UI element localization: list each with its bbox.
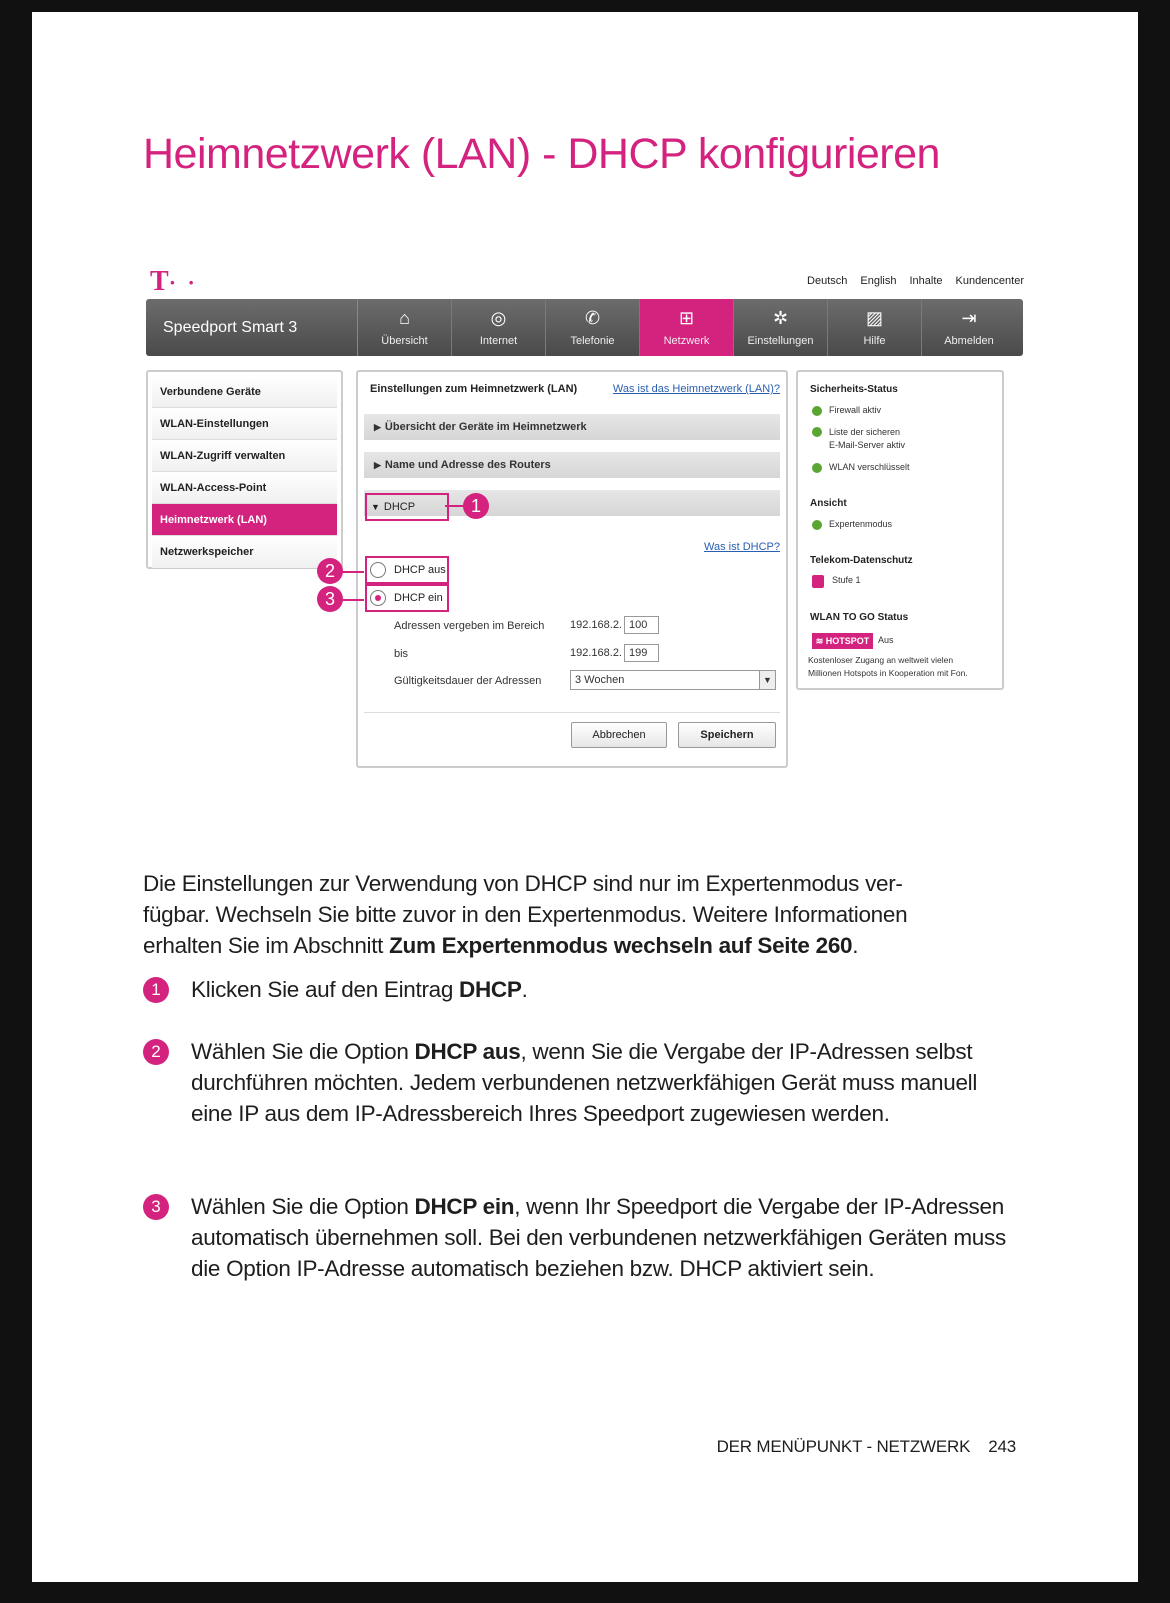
- wifi-icon: ≋: [815, 636, 826, 646]
- step-number: 3: [143, 1194, 169, 1220]
- triangle-right-icon: ▶: [374, 422, 381, 432]
- firewall-status: Firewall aktiv: [812, 405, 881, 416]
- radio-dhcp-off[interactable]: DHCP aus: [365, 556, 449, 584]
- sidebar-item-wlan-settings[interactable]: WLAN-Einstellungen: [152, 408, 337, 440]
- nav-abmelden[interactable]: ⇥ Abmelden: [922, 299, 1016, 356]
- range-end-input[interactable]: 199: [624, 644, 659, 662]
- hotspot-info: Kostenloser Zugang an weltweit vielen Millionen Hotspots in Kooperation mit Fon.: [808, 655, 968, 678]
- triangle-down-icon: ▼: [371, 502, 380, 512]
- callout-3: 3: [317, 586, 343, 612]
- check-icon: [812, 463, 822, 473]
- expert-mode-reference[interactable]: Zum Expertenmodus wechseln auf Seite 260: [389, 933, 853, 958]
- settings-panel: [356, 370, 788, 768]
- panel-heading: Einstellungen zum Heimnetzwerk (LAN): [370, 383, 578, 395]
- globe-icon: ◎: [490, 308, 507, 328]
- phone-icon: ✆: [584, 308, 601, 328]
- telekom-logo: T· ·: [150, 266, 198, 297]
- page-footer: [717, 1437, 1016, 1457]
- divider: [364, 712, 780, 713]
- network-icon: ⊞: [678, 308, 695, 328]
- triangle-right-icon: ▶: [374, 460, 381, 470]
- check-icon: [812, 406, 822, 416]
- nav-einstellungen[interactable]: ✲ Einstellungen: [734, 299, 828, 356]
- callout-1: 1: [463, 493, 489, 519]
- nav-netzwerk[interactable]: ⊞ Netzwerk: [640, 299, 734, 356]
- callout-line-2: [342, 571, 364, 573]
- save-button[interactable]: Speichern: [678, 722, 776, 748]
- hotspot-badge[interactable]: ≋ HOTSPOT: [812, 633, 873, 649]
- lang-deutsch-link[interactable]: Deutsch: [807, 275, 848, 287]
- privacy-shield-icon: [812, 575, 824, 588]
- validity-select[interactable]: 3 Wochen ▼: [570, 670, 776, 690]
- dhcp-help-link[interactable]: Was ist DHCP?: [704, 541, 780, 553]
- dhcp-section-highlight[interactable]: ▼ DHCP: [365, 493, 449, 521]
- nav-uebersicht[interactable]: ⌂ Übersicht: [358, 299, 452, 356]
- sidebar-item-storage[interactable]: Netzwerkspeicher: [152, 536, 337, 568]
- section-router[interactable]: ▶ Name und Adresse des Routers: [364, 452, 780, 478]
- check-icon: [812, 520, 822, 530]
- document-page: [32, 12, 1138, 1582]
- radio-dhcp-on[interactable]: DHCP ein: [365, 584, 449, 612]
- radio-unchecked-icon: [370, 562, 386, 578]
- privacy-level[interactable]: Stufe 1: [812, 575, 861, 588]
- wlantogo-title: WLAN TO GO Status: [810, 612, 909, 623]
- callout-line-3: [342, 599, 364, 601]
- hotspot-state: Aus: [878, 635, 894, 645]
- sidebar-item-lan[interactable]: Heimnetzwerk (LAN): [152, 504, 337, 536]
- callout-line-1: [445, 505, 465, 507]
- step-text: Wählen Sie die Option DHCP aus, wenn Sie die Vergabe der IP-Adressen selbst durchführen möchten. Jedem verbundenen netzwerkfähigen Gerät muss manuell eine IP aus dem IP-Adressbereich Ihres Speedport zugewiesen werden.: [191, 1039, 978, 1126]
- mail-server-status: Liste der sicheren E-Mail-Server aktiv: [812, 426, 905, 452]
- nav-hilfe[interactable]: ▨ Hilfe: [828, 299, 922, 356]
- to-label: bis: [394, 648, 409, 660]
- view-title: Ansicht: [810, 498, 847, 509]
- page-number: 243: [988, 1437, 1016, 1456]
- validity-label: Gültigkeitsdauer der Adressen: [394, 675, 542, 687]
- view-mode[interactable]: Expertenmodus: [812, 519, 892, 530]
- step-text: Wählen Sie die Option DHCP ein, wenn Ihr Speedport die Vergabe der IP-Adressen automatisch übernehmen soll. Bei den verbundenen netzwerkfähigen Geräten muss die Option IP-Adresse automatisch beziehen bzw. DHCP aktiviert sein.: [191, 1194, 1006, 1281]
- wlan-status: WLAN verschlüsselt: [812, 462, 910, 473]
- customer-center-link[interactable]: Kundencenter: [955, 275, 1024, 287]
- top-links: [807, 275, 1024, 287]
- main-nav: [146, 299, 1023, 356]
- callout-2: 2: [317, 558, 343, 584]
- range-label: Adressen vergeben im Bereich: [394, 620, 545, 632]
- range-end-row: 192.168.2. 199: [570, 644, 659, 662]
- home-icon: ⌂: [399, 308, 410, 328]
- step-number: 2: [143, 1039, 169, 1065]
- page-title: Heimnetzwerk (LAN) - DHCP konfigurieren: [143, 130, 940, 178]
- step-text: Klicken Sie auf den Eintrag DHCP.: [191, 977, 528, 1002]
- brand-name: Speedport Smart 3: [146, 299, 358, 356]
- sidebar-item-connected-devices[interactable]: Verbundene Geräte: [152, 376, 337, 408]
- nav-internet[interactable]: ◎ Internet: [452, 299, 546, 356]
- sidebar-item-wlan-access[interactable]: WLAN-Zugriff verwalten: [152, 440, 337, 472]
- lang-english-link[interactable]: English: [860, 275, 897, 287]
- sidebar: [146, 370, 343, 569]
- contents-link[interactable]: Inhalte: [909, 275, 943, 287]
- sidebar-item-wlan-ap[interactable]: WLAN-Access-Point: [152, 472, 337, 504]
- range-start-input[interactable]: 100: [624, 616, 659, 634]
- router-ui-screenshot: [32, 12, 1138, 812]
- intro-paragraph: Die Einstellungen zur Verwendung von DHCP sind nur im Expertenmodus ver- fügbar. Wechseln Sie bitte zuvor in den Expertenmodus. Weitere Informationen erhalten Sie im Abschnitt Zum Expertenmodus wechseln auf Seite 260.: [143, 871, 908, 958]
- lan-help-link[interactable]: Was ist das Heimnetzwerk (LAN)?: [612, 383, 780, 395]
- step-number: 1: [143, 977, 169, 1003]
- security-title: Sicherheits-Status: [810, 384, 898, 395]
- nav-telefonie[interactable]: ✆ Telefonie: [546, 299, 640, 356]
- radio-checked-icon: [370, 590, 386, 606]
- privacy-title: Telekom-Datenschutz: [810, 555, 913, 566]
- chevron-down-icon: ▼: [759, 671, 775, 689]
- help-icon: ▨: [865, 308, 883, 328]
- footer-section: DER MENÜPUNKT - NETZWERK: [716, 1437, 971, 1456]
- check-icon: [812, 427, 822, 437]
- section-devices[interactable]: ▶ Übersicht der Geräte im Heimnetzwerk: [364, 414, 780, 440]
- range-start-row: 192.168.2. 100: [570, 616, 659, 634]
- cancel-button[interactable]: Abbrechen: [571, 722, 667, 748]
- gear-icon: ✲: [772, 308, 789, 328]
- status-panel: [796, 370, 1004, 690]
- logout-icon: ⇥: [961, 308, 977, 328]
